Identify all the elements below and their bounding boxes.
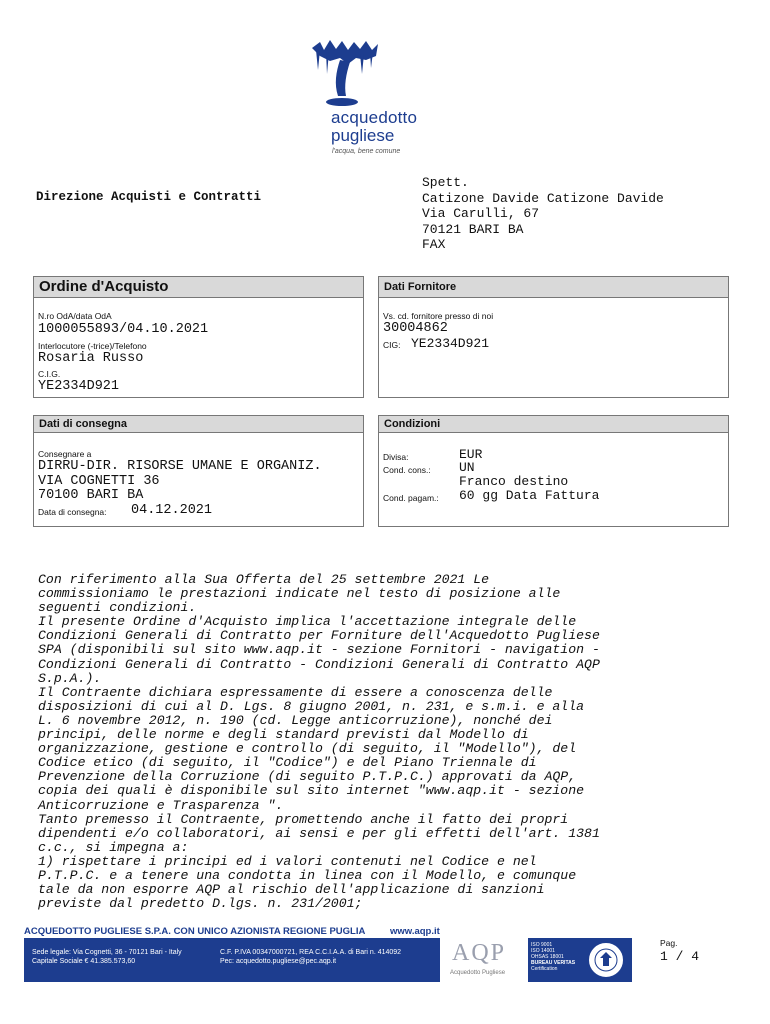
department-title: Direzione Acquisti e Contratti (36, 190, 262, 204)
supplier-cig-value: YE2334D921 (411, 336, 490, 351)
footer-pec: Pec: acquedotto.pugliese@pec.aqp.it (220, 958, 337, 965)
aqp-mark: AQP (452, 940, 507, 966)
aqp-logo (446, 940, 516, 980)
cert-certification: Certification (531, 966, 558, 972)
page-label: Pag. (660, 938, 678, 948)
cert-iso14001: ISO 14001 (531, 948, 555, 954)
logo-text-line2: pugliese (331, 126, 395, 145)
deliver-to-line2: VIA COGNETTI 36 (38, 474, 160, 489)
footer-url-link[interactable]: www.aqp.it (390, 926, 440, 937)
page-number: 1 / 4 (660, 949, 700, 964)
supplier-cig-label: CIG: (383, 340, 401, 350)
recipient-address (422, 175, 664, 253)
cert-ohsas: OHSAS 18001 (531, 954, 564, 960)
delivery-cond-value2: Franco destino (459, 474, 569, 489)
footer-band (24, 938, 440, 982)
currency-value: EUR (459, 447, 483, 462)
order-number-label: N.ro OdA/data OdA (38, 311, 112, 321)
conditions-box (378, 415, 729, 527)
footer-company: ACQUEDOTTO PUGLIESE S.P.A. CON UNICO AZIONISTA REGIONE PUGLIA (24, 926, 366, 937)
aqp-sub: Acquedotto Pugliese (450, 970, 506, 976)
footer-capitale: Capitale Sociale € 41.385.573,60 (32, 958, 136, 965)
payment-cond-value: 60 gg Data Fattura (459, 488, 600, 503)
deliver-to-line3: 70100 BARI BA (38, 488, 144, 503)
supplier-code-value: 30004862 (383, 321, 448, 336)
payment-cond-label: Cond. pagam.: (383, 493, 439, 503)
cig-value: YE2334D921 (38, 379, 120, 394)
footer-sede: Sede legale: Via Cognetti, 36 - 70121 Bari - Italy (32, 949, 182, 956)
recipient-street: Via Carulli, 67 (422, 206, 540, 221)
contact-value: Rosaria Russo (38, 351, 144, 366)
order-body-text: Con riferimento alla Sua Offerta del 25 settembre 2021 Le commissioniamo le prestazioni indicate nel testo di posizione alle seguenti condizioni. Il presente Ordine d'Acquisto implica l'accettazione integrale delle Condizioni Generali di Contratto per Forniture dell'Acquedotto Pugliese SPA (disponibili sul sito www.aqp.it - sezione Fornitori - navigation - Condizioni Generali di Contratto - Condizioni Generali di Contratto AQP S.p.A.). Il Contraente dichiara espressamente di essere a conoscenza delle disposizioni di cui al D. Lgs. 8 giugno 2001, n. 231, e s.m.i. e alla L. 6 novembre 2012, n. 190 (cd. Legge anticorruzione), nonché dei principi, delle norme e degli standard previsti dal Modello di organizzazione, gestione e controllo (di seguito, il "Modello"), del Codice etico (di seguito, il "Codice") e del Piano Triennale di Prevenzione della Corruzione (di seguito P.T.P.C.) approvati da AQP, copia dei quali è disponibile sul sito internet "www.aqp.it - sezione Anticorruzione e Trasparenza ". Tanto premesso il Contraente, promettendo anche il fatto dei propri dipendenti e/o collaboratori, ai sensi e per gli effetti dell'art. 1381 c.c., si impegna a: 1) rispettare i principi ed i valori contenuti nel Codice e nel P.T.P.C. e a tenere una condotta in linea con il Modello, e comunque tale da non esporre AQP al rischio dell'applicazione di sanzioni previste dal predetto D.lgs. n. 231/2001; (38, 572, 600, 912)
order-box (33, 276, 364, 398)
bureau-veritas-seal-icon (583, 938, 629, 982)
logo-tagline: l'acqua, bene comune (332, 148, 401, 155)
deliver-to-label: Consegnare a (38, 449, 92, 459)
currency-label: Divisa: (383, 452, 409, 462)
conditions-box-title: Condizioni (379, 416, 728, 433)
cert-iso9001: ISO 9001 (531, 942, 553, 948)
supplier-box (378, 276, 729, 398)
olive-tree-logo-icon (310, 40, 380, 108)
recipient-salutation: Spett. (422, 175, 469, 190)
deliver-to-line1: DIRRU-DIR. RISORSE UMANE E ORGANIZ. (38, 459, 322, 474)
delivery-box (33, 415, 364, 527)
recipient-city: 70121 BARI BA (422, 221, 524, 237)
delivery-box-title: Dati di consegna (34, 416, 363, 433)
delivery-date-label: Data di consegna: (38, 507, 107, 517)
cig-label: C.I.G. (38, 369, 61, 379)
recipient-fax: FAX (422, 237, 446, 252)
cert-bureau: BUREAU VERITAS (531, 960, 576, 966)
supplier-code-label: Vs. cd. fornitore presso di noi (383, 311, 494, 321)
delivery-cond-label: Cond. cons.: (383, 465, 431, 475)
delivery-date-value: 04.12.2021 (131, 503, 213, 518)
contact-label: Interlocutore (-trice)/Telefono (38, 341, 147, 351)
delivery-cond-value: UN (459, 460, 475, 475)
logo-text-line1: acquedotto (331, 108, 418, 127)
order-box-title: Ordine d'Acquisto (34, 277, 363, 298)
supplier-box-title: Dati Fornitore (379, 277, 728, 298)
order-number-value: 1000055893/04.10.2021 (38, 322, 209, 337)
company-logo (300, 40, 460, 165)
cert-list (531, 942, 575, 972)
recipient-name: Catizone Davide Catizone Davide (422, 190, 664, 206)
footer-piva: C.F. P.IVA 00347000721, REA C.C.I.A.A. di Bari n. 414092 (220, 949, 402, 956)
